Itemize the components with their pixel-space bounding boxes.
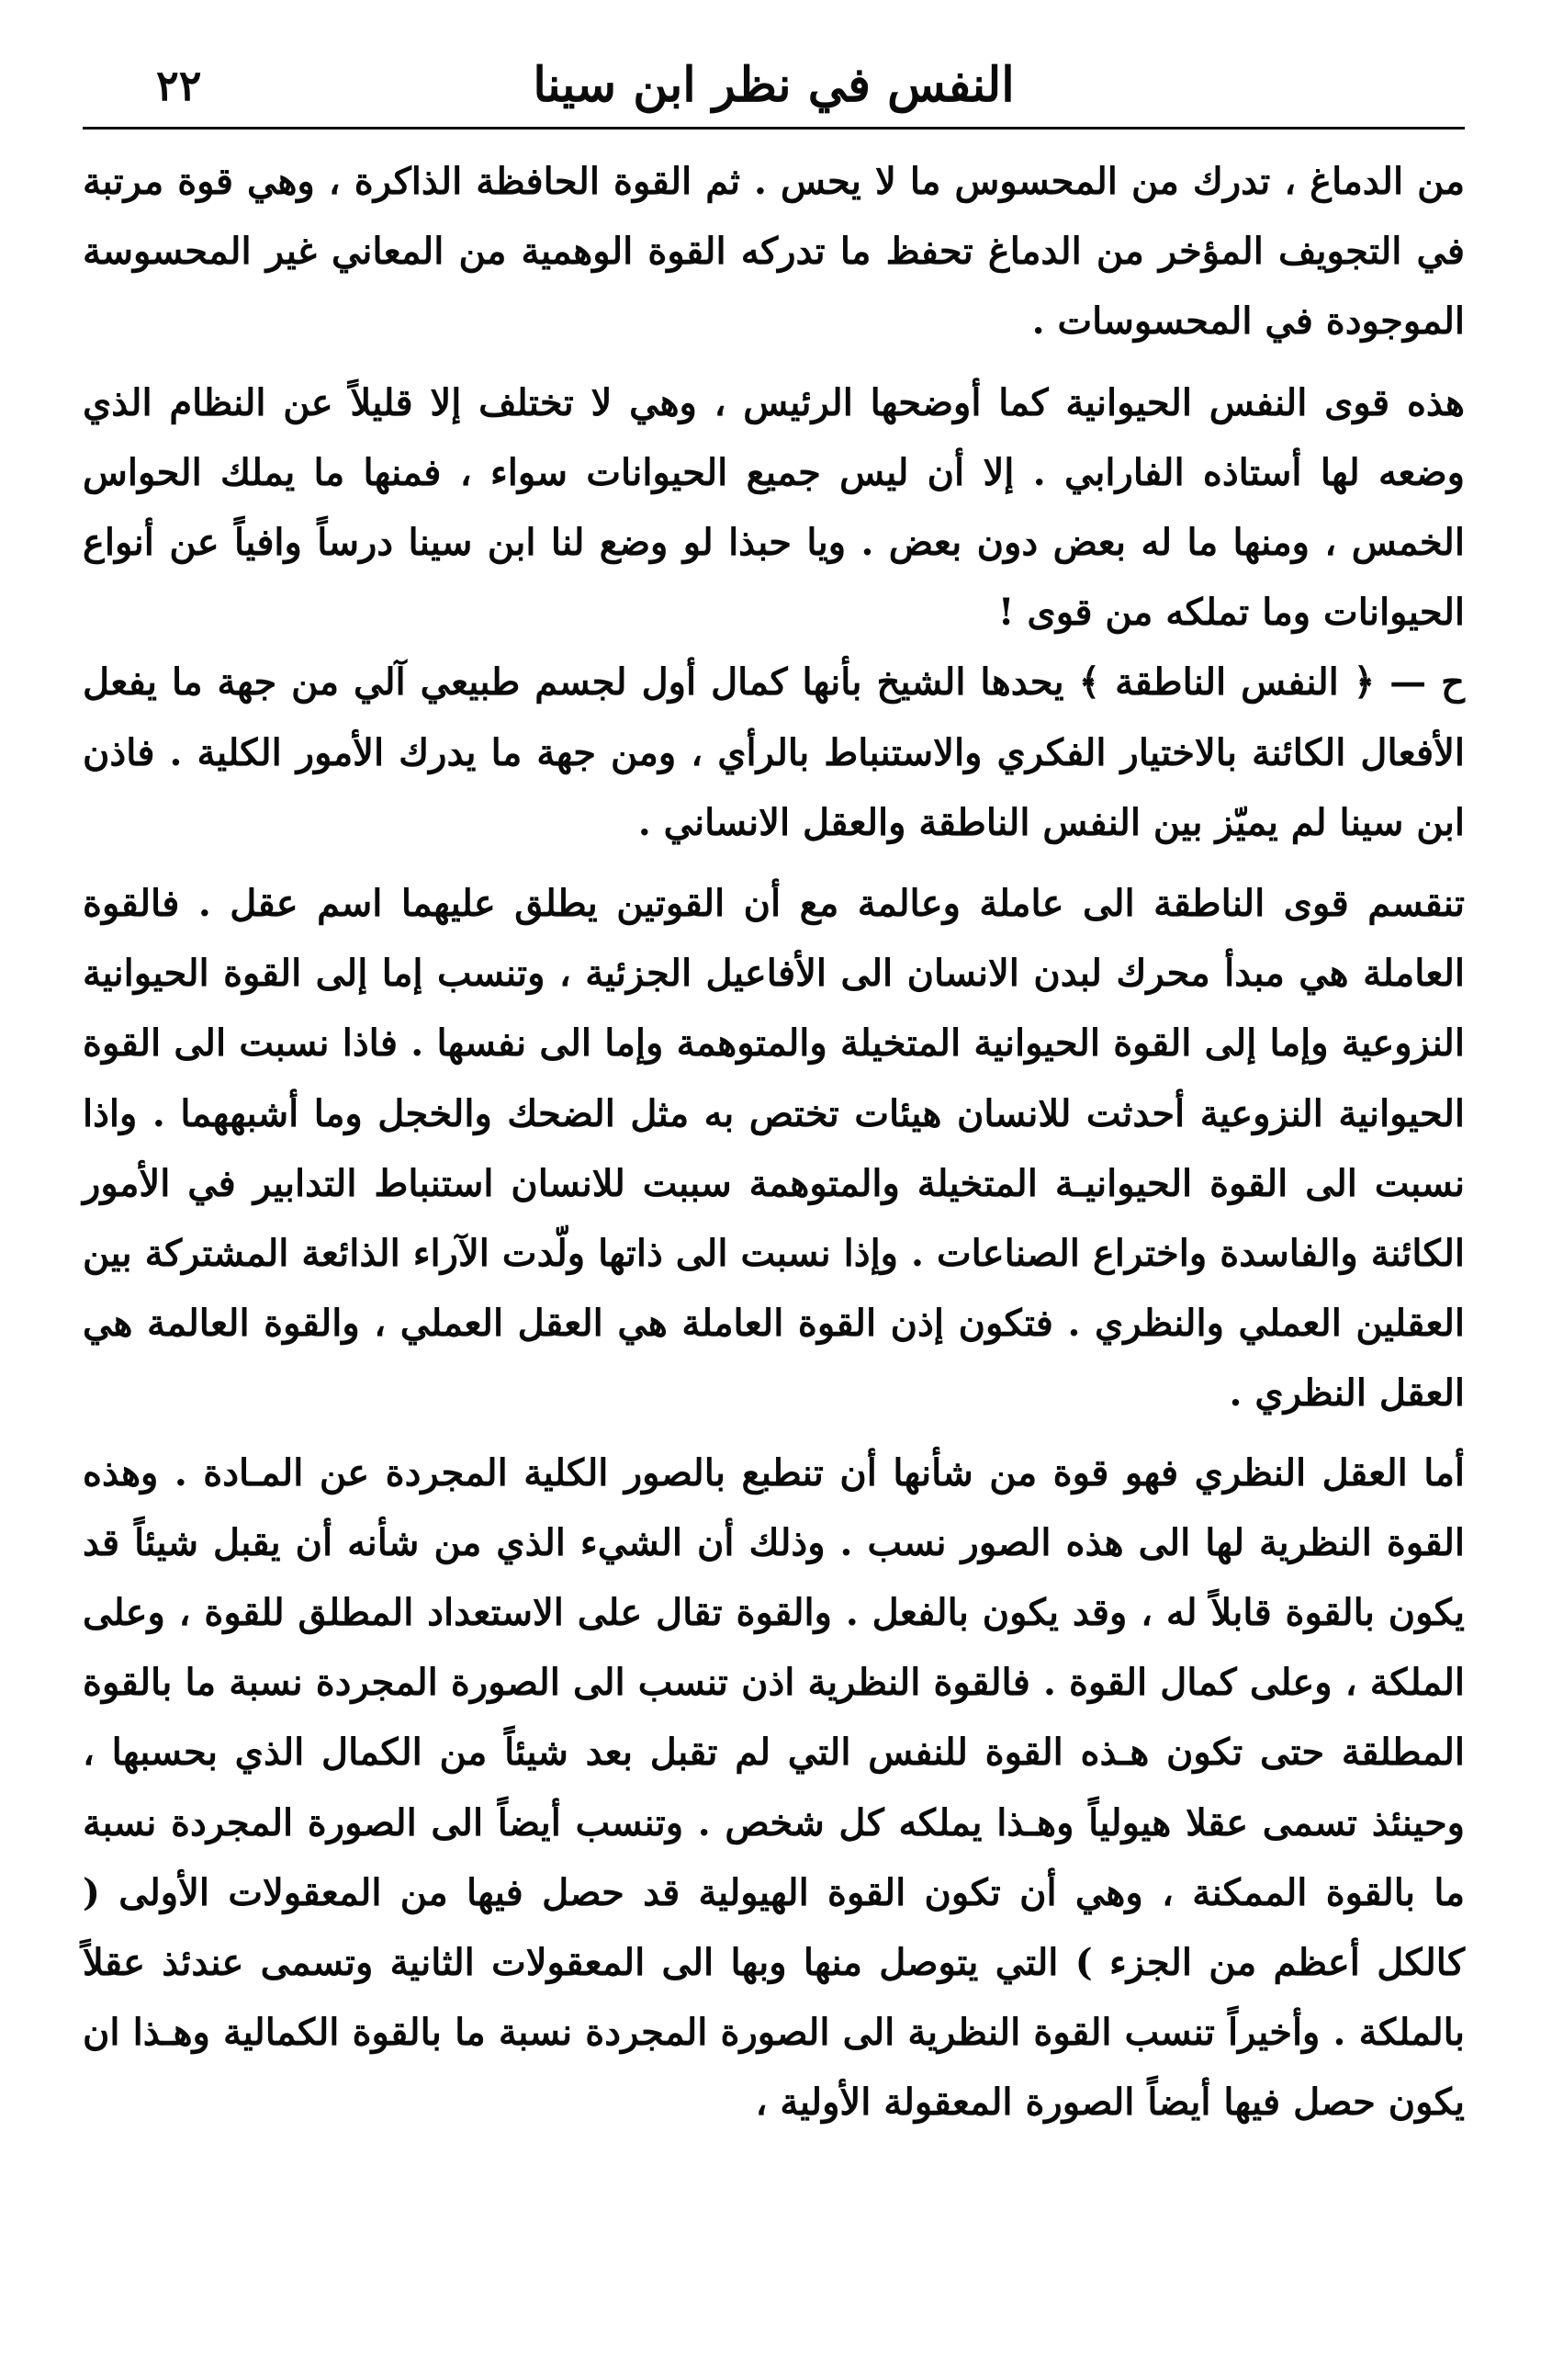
- paragraph: ح — ﴿ النفس الناطقة ﴾ يحدها الشيخ بأنها كمال أول لجسم طبيعي آلي من جهة ما يفعل الأفعال الكائنة بالاختيار الفكري والاستنباط بالرأي ، ومن جهة ما يدرك الأمور الكلية . فاذن ابن سينا لم يميّز بين النفس الناطقة والعقل الانساني .: [83, 660, 1465, 844]
- paragraph: من الدماغ ، تدرك من المحسوس ما لا يحس . ثم القوة الحافظة الذاكرة ، وهي قوة مرتبة في التجويف المؤخر من الدماغ تحفظ ما تدركه القوة الوهمية من المعاني غير المحسوسة الموجودة في المحسوسات .: [83, 160, 1466, 344]
- paragraph: هذه قوى النفس الحيوانية كما أوضحها الرئيس ، وهي لا تختلف إلا قليلاً عن النظام الذي وضعه لها أستاذه الفارابي . إلا أن ليس جميع الحيوانات سواء ، فمنها ما يملك الحواس الخمس ، ومنها ما له بعض دون بعض . ويا حبذا لو وضع لنا ابن سينا درساً وافياً عن أنواع الحيوانات وما تملكه من قوى !: [83, 380, 1465, 635]
- body-text: [83, 147, 1465, 2343]
- header-rule: [83, 127, 1465, 130]
- paragraph: أما العقل النظري فهو قوة من شأنها أن تنطبع بالصور الكلية المجردة عن المـادة . وهذه القوة النظرية لها الى هذه الصور نسب . وذلك أن الشيء الذي من شأنه أن يقبل شيئاً قد يكون بالقوة قابلاً له ، وقد يكون بالفعل . والقوة تقال على الاستعداد المطلق للقوة ، وعلى الملكة ، وعلى كمال القوة . فالقوة النظرية اذن تنسب الى الصورة المجردة نسبة ما بالقوة المطلقة حتى تكون هـذه القوة للنفس التي لم تقبل بعد شيئاً من الكمال الذي بحسبها ، وحينئذ تسمى عقلا هيولياً وهـذا يملكه كل شخص . وتنسب أيضاً الى الصورة المجردة نسبة ما بالقوة الممكنة ، وهي أن تكون القوة الهيولية قد حصل فيها من المعقولات الأولى ( كالكل أعظم من الجزء ) التي يتوصل منها وبها الى المعقولات الثانية وتسمى عندئذ عقلاً بالملكة . وأخيراً تنسب القوة النظرية الى الصورة المجردة نسبة ما بالقوة الكمالية وهـذا ان يكون حصل فيها أيضاً الصورة المعقولة الأولية ،: [83, 1450, 1466, 2125]
- running-title: النفس في نظر ابن سينا: [533, 57, 1015, 113]
- paragraph: تنقسم قوى الناطقة الى عاملة وعالمة مع أن القوتين يطلق عليهما اسم عقل . فالقوة العاملة هي مبدأ محرك لبدن الانسان الى الأفاعيل الجزئية ، وتنسب إما إلى القوة الحيوانية النزوعية وإما إلى القوة الحيوانية المتخيلة والمتوهمة وإما الى نفسها . فاذا نسبت الى القوة الحيوانية النزوعية أحدثت للانسان هيئات تختص به مثل الضحك والخجل وما أشبههما . واذا نسبت الى القوة الحيوانيـة المتخيلة والمتوهمة سببت للانسان استنباط التدابير في الأمور الكائنة والفاسدة واختراع الصناعات . وإذا نسبت الى ذاتها ولّدت الآراء الذائعة المشتركة بين العقلين العملي والنظري . فتكون إذن القوة العاملة هي العقل العملي ، والقوة العالمة هي العقل النظري .: [83, 882, 1466, 1416]
- page-number: ٢٢: [156, 61, 202, 110]
- running-header: [83, 44, 1465, 127]
